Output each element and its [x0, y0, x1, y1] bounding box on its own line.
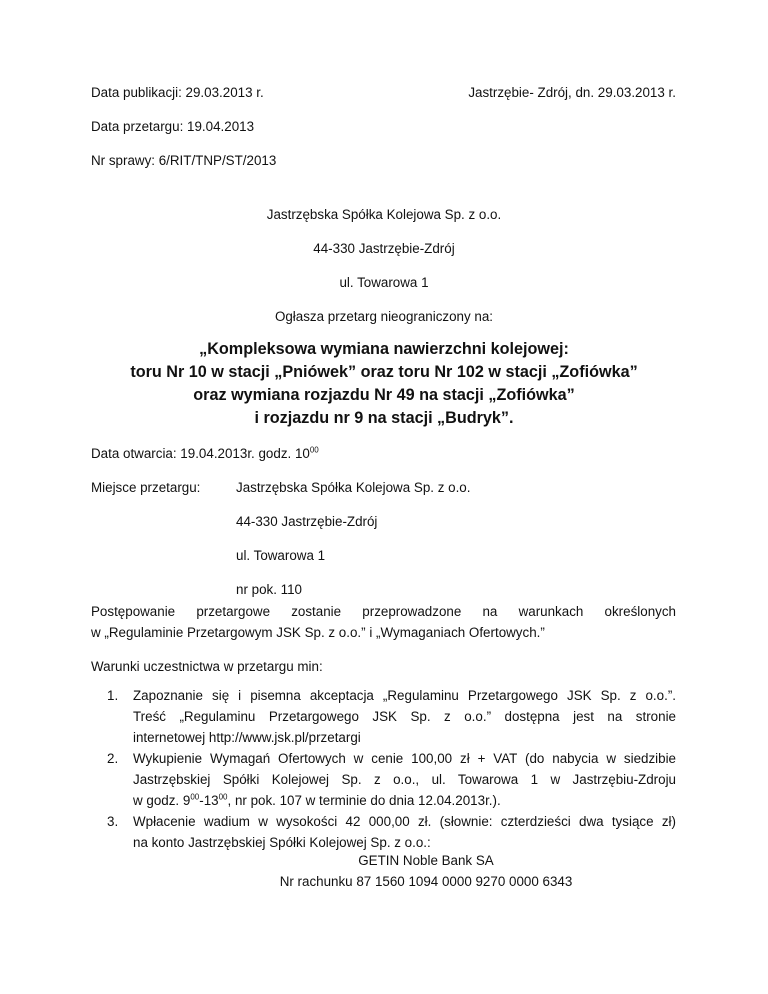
publication-date: Data publikacji: 29.03.2013 r.	[91, 85, 264, 100]
announcement-text: Ogłasza przetarg nieograniczony na:	[274, 309, 494, 324]
place-date: Jastrzębie- Zdrój, dn. 29.03.2013 r.	[468, 85, 676, 100]
venue-name: Jastrzębska Spółka Kolejowa Sp. z o.o.	[236, 480, 471, 495]
tender-date: Data przetargu: 19.04.2013	[91, 119, 255, 134]
bank-account-number: Nr rachunku 87 1560 1094 0000 9270 0000 6343	[279, 874, 573, 889]
condition-item-number: 3.	[107, 814, 119, 829]
venue-room: nr pok. 110	[236, 582, 303, 597]
conditions-heading: Warunki uczestnictwa w przetargu min:	[91, 659, 323, 674]
tender-title-line-2: toru Nr 10 w stacji „Pniówek” oraz toru Nr 102 w stacji „Zofiówka”	[130, 363, 638, 381]
case-number: Nr sprawy: 6/RIT/TNP/ST/2013	[91, 153, 277, 168]
condition-item-number: 1.	[107, 688, 119, 703]
venue-street: ul. Towarowa 1	[236, 548, 326, 563]
procedure-line-2: w „Regulaminie Przetargowym JSK Sp. z o.o.” i „Wymaganiach Ofertowych.”	[91, 625, 545, 640]
venue-label: Miejsce przetargu:	[91, 480, 201, 495]
issuer-postal: 44-330 Jastrzębie-Zdrój	[313, 241, 455, 256]
bank-name: GETIN Noble Bank SA	[358, 853, 494, 868]
venue-postal: 44-330 Jastrzębie-Zdrój	[236, 514, 378, 529]
issuer-street: ul. Towarowa 1	[339, 275, 429, 290]
issuer-name: Jastrzębska Spółka Kolejowa Sp. z o.o.	[266, 207, 502, 222]
condition-item-number: 2.	[107, 751, 119, 766]
condition-item-text: Jastrzębskiej Spółki Kolejowej Sp. z o.o., ul. Towarowa 1 w Jastrzębiu-Zdroju	[133, 772, 676, 787]
condition-item-text: Wykupienie Wymagań Ofertowych w cenie 100,00 zł + VAT (do nabycia w siedzibie	[133, 751, 676, 766]
opening-date-text: Data otwarcia: 19.04.2013r. godz. 10	[91, 446, 310, 461]
condition-item-text: Wpłacenie wadium w wysokości 42 000,00 zł. (słownie: czterdzieści dwa tysiące zł)	[133, 814, 676, 829]
opening-date	[91, 446, 319, 461]
opening-time-minutes: 00	[309, 445, 319, 455]
condition-item-text: internetowej http://www.jsk.pl/przetargi	[133, 730, 361, 745]
tender-title-line-3: oraz wymiana rozjazdu Nr 49 na stacji „Zofiówka”	[193, 386, 575, 404]
tender-title-line-1: „Kompleksowa wymiana nawierzchni kolejowej:	[199, 340, 569, 358]
condition-item-text: Zapoznanie się i pisemna akceptacja „Regulaminu Przetargowego JSK Sp. z o.o.”.	[133, 688, 676, 703]
condition-item-hours: w godz. $9^{00}-13^{00}$, nr pok. 107 w terminie do dnia 12.04.2013r.).	[133, 792, 501, 808]
procedure-line-1: Postępowanie przetargowe zostanie przeprowadzone na warunkach określonych	[91, 604, 676, 619]
condition-item-text: Treść „Regulaminu Przetargowego JSK Sp. z o.o.” dostępna jest na stronie	[133, 709, 676, 724]
tender-title-line-4: i rozjazdu nr 9 na stacji „Budryk”.	[254, 409, 514, 427]
condition-item-text: na konto Jastrzębskiej Spółki Kolejowej Sp. z o.o.:	[133, 835, 431, 850]
